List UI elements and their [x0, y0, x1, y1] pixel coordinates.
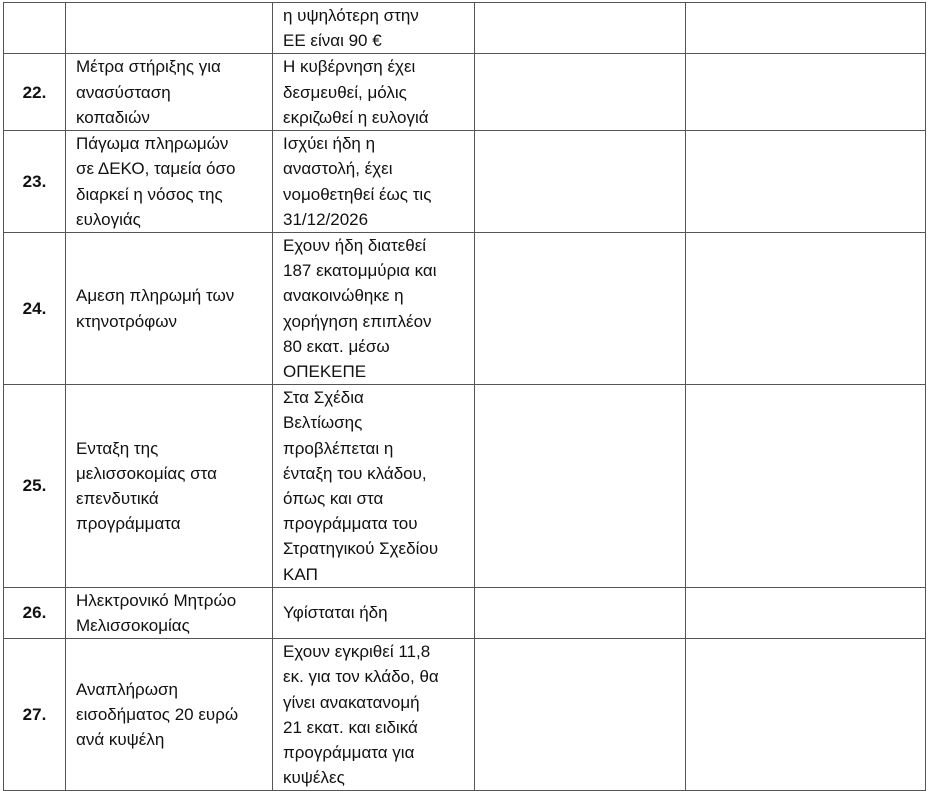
table-row [4, 587, 926, 638]
empty-cell [686, 233, 926, 385]
table-row [4, 639, 926, 791]
empty-cell [475, 3, 686, 54]
response-cell: Η κυβέρνηση έχει δεσμευθεί, μόλις εκριζωθεί η ευλογιά [273, 54, 475, 131]
measures-table [3, 2, 926, 791]
demand-cell [66, 3, 273, 54]
empty-cell [475, 385, 686, 588]
empty-cell [475, 233, 686, 385]
empty-cell [686, 3, 926, 54]
row-number: 24. [4, 233, 66, 385]
empty-cell [475, 587, 686, 638]
response-cell: Εχουν ήδη διατεθεί 187 εκατομμύρια και ανακοινώθηκε η χορήγηση επιπλέον 80 εκατ. μέσω ΟΠΕΚΕΠΕ [273, 233, 475, 385]
demand-cell: Αναπλήρωση εισοδήματος 20 ευρώ ανά κυψέλη [66, 639, 273, 791]
demand-cell: Ενταξη της μελισσοκομίας στα επενδυτικά προγράμματα [66, 385, 273, 588]
empty-cell [686, 385, 926, 588]
row-number: 22. [4, 54, 66, 131]
empty-cell [686, 54, 926, 131]
table-row [4, 54, 926, 131]
empty-cell [686, 587, 926, 638]
table-row [4, 3, 926, 54]
response-cell: Υφίσταται ήδη [273, 587, 475, 638]
table-row [4, 385, 926, 588]
response-cell: η υψηλότερη στην ΕΕ είναι 90 € [273, 3, 475, 54]
row-number: 23. [4, 131, 66, 233]
empty-cell [475, 54, 686, 131]
row-number: 25. [4, 385, 66, 588]
table-row [4, 233, 926, 385]
empty-cell [686, 131, 926, 233]
empty-cell [686, 639, 926, 791]
row-number: 26. [4, 587, 66, 638]
demand-cell: Ηλεκτρονικό Μητρώο Μελισσοκομίας [66, 587, 273, 638]
response-cell: Στα Σχέδια Βελτίωσης προβλέπεται η ένταξη του κλάδου, όπως και στα προγράμματα του Στρατηγικού Σχεδίου ΚΑΠ [273, 385, 475, 588]
empty-cell [475, 131, 686, 233]
row-number [4, 3, 66, 54]
table-row [4, 131, 926, 233]
response-cell: Ισχύει ήδη η αναστολή, έχει νομοθετηθεί έως τις 31/12/2026 [273, 131, 475, 233]
row-number: 27. [4, 639, 66, 791]
demand-cell: Αμεση πληρωμή των κτηνοτρόφων [66, 233, 273, 385]
demand-cell: Πάγωμα πληρωμών σε ΔΕΚΟ, ταμεία όσο διαρκεί η νόσος της ευλογιάς [66, 131, 273, 233]
response-cell: Εχουν εγκριθεί 11,8 εκ. για τον κλάδο, θα γίνει ανακατανομή 21 εκατ. και ειδικά προγράμματα για κυψέλες [273, 639, 475, 791]
empty-cell [475, 639, 686, 791]
demand-cell: Μέτρα στήριξης για ανασύσταση κοπαδιών [66, 54, 273, 131]
